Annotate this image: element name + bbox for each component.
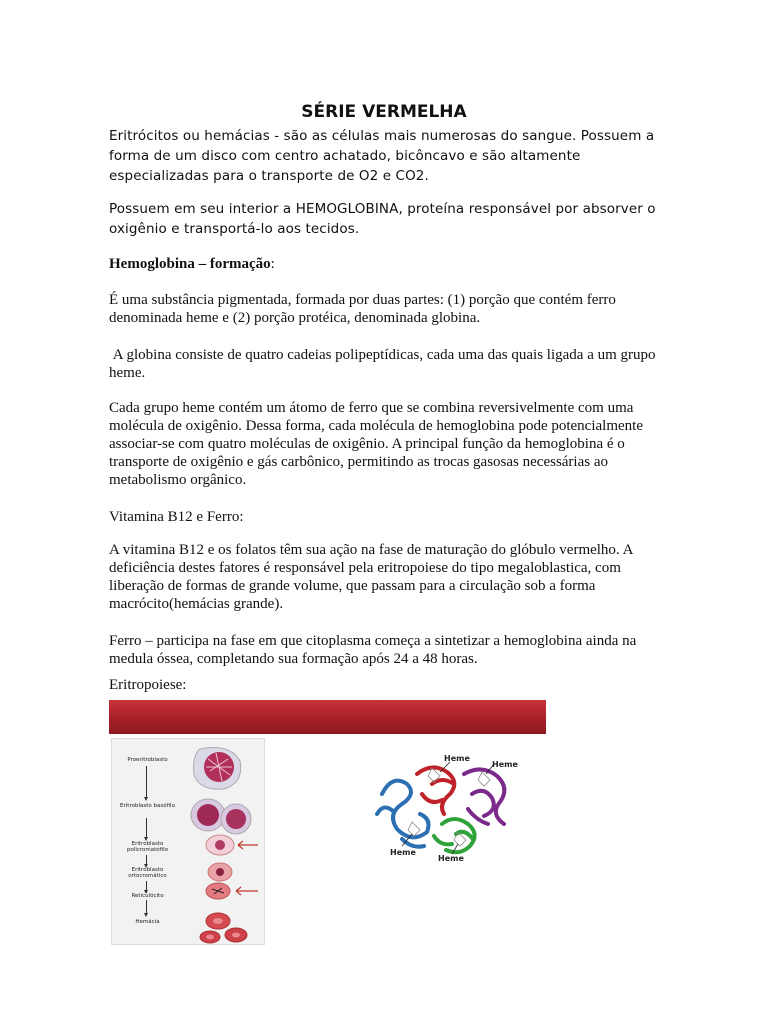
stage-label-proeritroblasto: Proeritroblasto [127,757,168,763]
orthochromatic-erythroblast-cell-icon [208,863,232,881]
hemoglobina-paragraph-2: A globina consiste de quatro cadeias polipeptídicas, cada uma das quais ligada a um grupo heme. [109,347,660,381]
heme-label-4: Heme [438,854,464,863]
reticulocyte-cell-icon [206,883,258,899]
stage-label-basofilo: Eritroblasto basófilo [120,803,175,809]
heme-label-3: Heme [390,848,416,857]
red-blood-cells-icon [200,913,247,943]
heme-label-1: Heme [444,754,470,763]
vitamina-paragraph-1: A vitamina B12 e os folatos têm sua ação na fase de maturação do glóbulo vermelho. A deficiência destes fatores é responsável pela eritropoiese do tipo megaloblastica, com liberação de formas de grande volume, que passam para a circulação sob a forma macrócito(hemácias grande). [109,542,633,612]
hemoglobin-molecule-figure [372,754,532,866]
cell-illustrations [112,739,264,944]
basophilic-erythroblast-cell-icon [191,799,251,834]
globin-chain-green [434,819,475,852]
stage-label-ortocromatico: Eritroblasto ortocromático [128,867,167,879]
polychromatophilic-erythroblast-cell-icon [206,835,258,855]
page-title: SÉRIE VERMELHA [301,102,467,122]
hemoglobina-paragraph-1: É uma substância pigmentada, formada por duas partes: (1) porção que contém ferro denominada heme e (2) porção protéica, denominada globina. [109,292,616,326]
erythropoiesis-figure [111,738,265,945]
globin-chain-red [417,767,454,814]
proerythroblast-cell-icon [194,748,241,790]
hemoglobina-paragraph-3: Cada grupo heme contém um átomo de ferro que se combina reversivelmente com uma molécula de oxigênio. Dessa forma, cada molécula de hemoglobina pode potencialmente associar-se com quatro moléculas de oxigênio. A principal função da hemoglobina é o transporte de oxigênio e gás carbônico, permitindo as trocas gasosas necessárias ao metabolismo orgânico. [109,400,643,488]
stage-label-hemacia: Hemácia [135,919,160,925]
globin-chain-purple [464,769,504,824]
ferro-paragraph: Ferro – participa na fase em que citoplasma começa a sintetizar a hemoglobina ainda na medula óssea, completando sua formação após 24 a 48 horas. [109,633,637,667]
section-heading-vitamina: Vitamina B12 e Ferro: [109,509,244,525]
globin-chain-blue [377,781,428,847]
heme-label-2: Heme [492,760,518,769]
intro-paragraph-1: Eritrócitos ou hemácias - são as células mais numerosas do sangue. Possuem a forma de um disco com centro achatado, bicôncavo e são altamente especializadas para o transporte de O2 e CO2. [109,128,655,184]
intro-paragraph-2: Possuem em seu interior a HEMOGLOBINA, proteína responsável por absorver o oxigênio e transportá-lo aos tecidos. [109,201,656,237]
stage-label-reticulocito: Reticulócito [131,893,164,899]
section-heading-hemoglobina [109,255,669,273]
red-banner-bar [109,700,546,734]
hemoglobina-heading: Hemoglobina – formação [109,256,271,272]
hemoglobina-heading-colon: : [270,256,275,272]
eritropoiese-label: Eritropoiese: [109,677,187,693]
stage-label-policromatofilo: Eritroblasto policromatófilo [126,841,169,853]
